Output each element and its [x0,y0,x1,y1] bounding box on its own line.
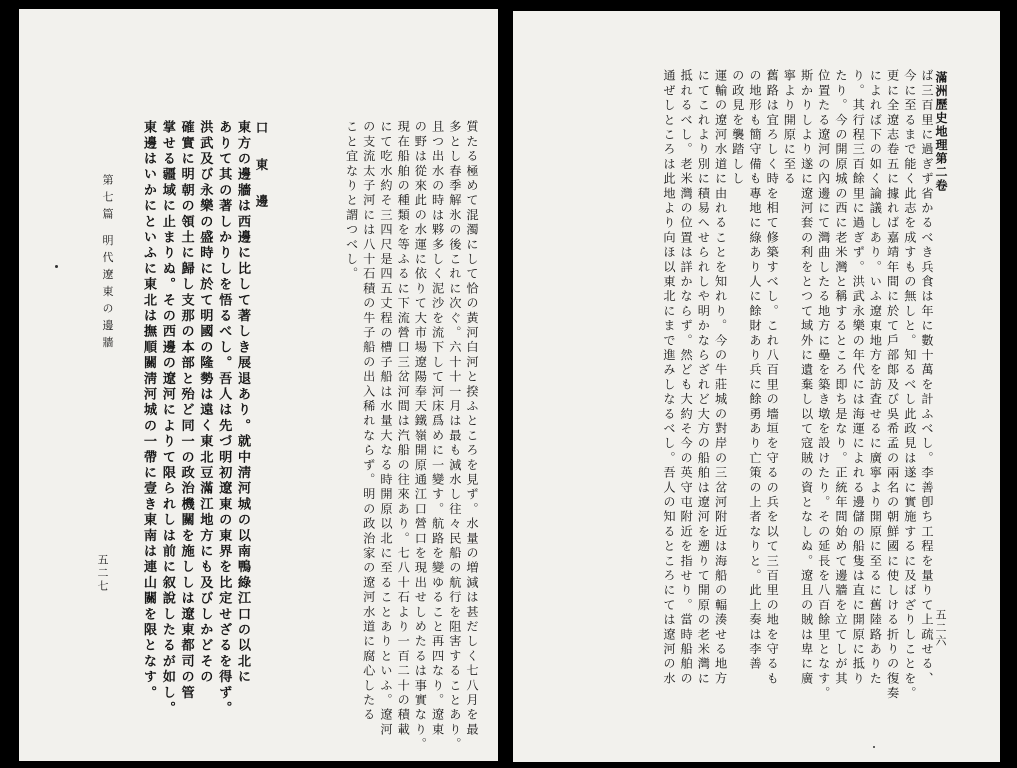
text-line: ば三百里に過ぎず省かるべき兵食は年に數十萬を計ふべし。李善卽ち工程を量りて上疏せる、 [920,69,934,687]
text-line: にて吃水約そ三四尺是四五丈程の槽子船は水量大なる時開原以北に至ることありといふ。遼河 [378,120,393,738]
book-gutter [498,0,513,768]
text-line: 質たる極めて混濁にして恰の黃河白河と揆ふところを見ず。水量の増減は甚だしく七八月を最 [465,120,479,738]
running-header: 滿洲歷史地理第二卷 [934,71,948,193]
text-line: 抵れるべし。老米灣の位置は詳かならず。然ども大約そ今の英守屯附近を指せり。當時船舶の [679,69,694,687]
paper-speck [55,265,58,268]
paper-speck [873,746,875,748]
text-line: 通ぜしところは此地より向ほ以東北にまで進みしなるべし。吾人の知るところにては遼河の水 [661,69,676,687]
text-line: によれば下の如く論議しあり。いふ遼東地方を訪査せるに廣寧より開原に至るに舊陸路ありた [868,69,883,687]
page-number-left: 五二七 [96,554,109,593]
text-line: にてこれより別に積易へせられしや明かならざれど大方の船舶は遼河を遡りて開原の老米灣に [696,69,711,687]
text-line: 今に至るまで能く此志を成すもの無しと。知るべし此政見は遂に實施するに及ばざりしことを。 [902,69,917,702]
text-line: 掌せる疆域に止まりぬ。その西邊の遼河によりて限られしは前に叙說したるが如し。 [159,120,175,717]
right-page-text [660,69,935,701]
text-line: の政見を襲踏しし [730,69,745,187]
text-line: の野は從來此の水運に依りて大市場遼陽奉天鐵嶺開原通江口營口を現出せしめたるは事實なり。 [413,120,428,753]
text-line: 位置たる遼河の內邊にて灣曲したる地方に壘を築き墩を設けたり。その延長を八百餘里となす。 [816,69,831,702]
text-line: の支流太子河には八十石積の牛子船の出入稀れならず。明の政治家の遼河水道に腐心したる [361,120,376,723]
text-line: 東方の邊牆は西邊に比して著しき展退あり。就中淸河城の以南鴨綠江口の以北に [235,120,250,686]
text-line: ありて其の著しかりしを悟るべし。吾人は先づ明初遼東の東界を比定せざるを得ず。 [216,120,232,717]
text-line: 更に全遼志卷五に據れば嘉靖年間に於て戶部郞及び吳希孟の兩名の朝鮮國に使しける折りの復奏 [885,69,900,702]
text-line: たり。今の開原城の西に老米灣と稱するところ即ち是なり。正統年間始めて邊牆を立てしが其 [833,69,848,687]
section-heading: 口 東 邊 [254,121,269,218]
text-line: 寧より開原に至る [782,69,797,187]
text-line: 多とし春季解氷の後これに次ぐ。六十十一月は最も減水し往々民船の航行を阻害することあり。 [447,120,462,753]
section-footer: 第七篇 明代遼東の邊牆 [101,174,114,354]
text-line: の地形も簡守備も專地に綠あり人に餘財あり兵に餘勇あり亡策の上者なりと。此上奏は李善 [747,69,762,672]
left-page-text [342,120,480,752]
right-page [513,11,1000,762]
text-line: 現在船舶の種類を等ふるに下流營口三岔河間は汽船の往來あり。七八十石より一百二十の積載 [396,120,411,738]
left-page [19,9,498,761]
text-line: 確實に明朝の領土に歸し支那の本部と殆ど同一の政治機關を施ししは遼東都司の管 [178,120,194,701]
text-line: こと宜なりと謂つべし。 [344,120,359,282]
text-line: 且つ出水の時は夥多しく泥沙を流下して河床爲めに一變す。航路を變ゆること再四なり。遼東 [430,120,445,738]
section-text [138,120,251,717]
text-line: 洪武及び永樂の盛時に於て明國の隆勢は遠く東北豆滿江地方にも及びしかどその [197,120,213,686]
page-number-right: 五二六 [934,609,947,648]
text-line: 運輸の遼河水道に由れることを知れり。今の牛莊城の對岸の三岔河附近は海船の輻湊せる地方 [713,69,728,687]
text-line: 斯かりしより遂に遼河套の利をとつて域外に遺棄し以て寇賊の資となしぬ。遼且の賊は卑に廣 [799,69,814,687]
text-line: 舊路は宜ろしく時を相て修築すべし。これ八百里の墻垣を守るの兵を以て三百里の地を守るも [765,69,780,687]
text-line: り。其行程三百餘里に過ぎず。洪武永樂の年代には海運によれる邊儲の船隻は直に開原に抵り [851,69,866,687]
text-line: 東邊はいかにといふに東北は撫順關淸河城の一帶に壹き東南は連山關を限となす。 [141,120,157,701]
